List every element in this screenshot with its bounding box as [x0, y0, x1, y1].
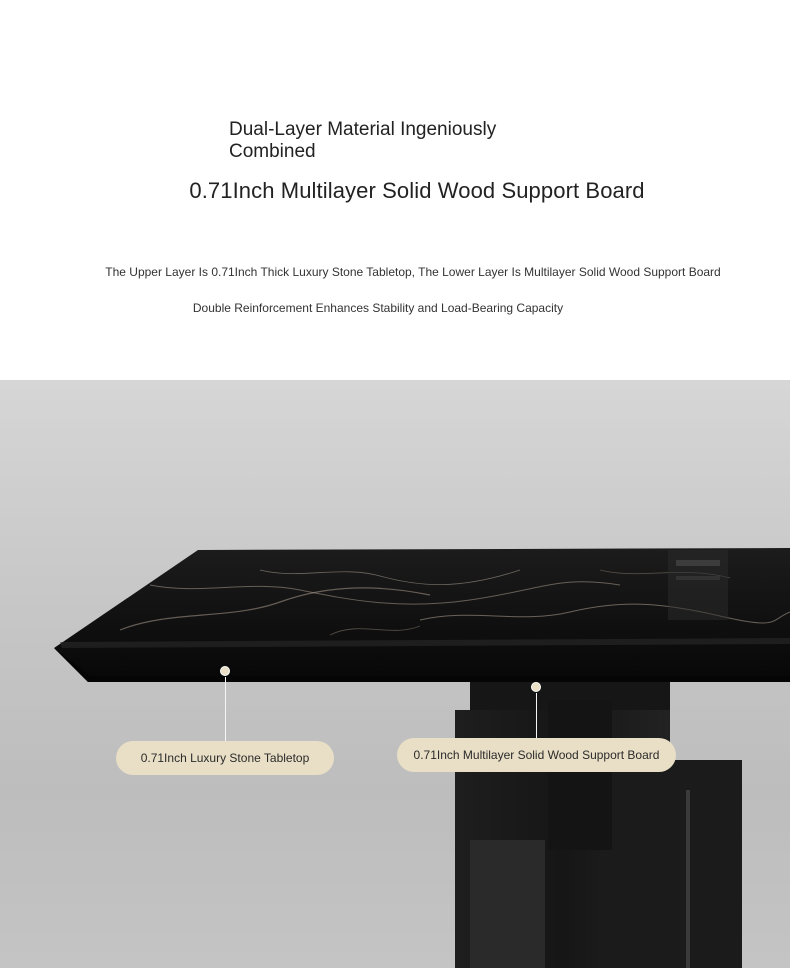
page-subtitle: 0.71Inch Multilayer Solid Wood Support Board — [189, 178, 645, 203]
page-title — [229, 119, 559, 163]
callout-wood-support-board: 0.71Inch Multilayer Solid Wood Support Board — [397, 738, 676, 772]
table-base — [455, 680, 742, 968]
header-section — [0, 0, 790, 380]
title-line-2: Combined — [229, 141, 316, 162]
callout-leader-line — [225, 677, 226, 741]
callout-marker-dot — [220, 666, 230, 676]
stone-tabletop — [54, 548, 790, 682]
description-line-2: Double Reinforcement Enhances Stability and Load-Bearing Capacity — [192, 301, 564, 315]
table-illustration — [0, 380, 790, 968]
product-photo — [0, 380, 790, 968]
callout-stone-tabletop: 0.71Inch Luxury Stone Tabletop — [116, 741, 334, 775]
description-line-1: The Upper Layer Is 0.71Inch Thick Luxury Stone Tabletop, The Lower Layer Is Multilayer Solid Wood Support Board — [105, 265, 721, 279]
callout-leader-line — [536, 693, 537, 738]
callout-marker-dot — [531, 682, 541, 692]
title-line-1: Dual-Layer Material Ingeniously — [229, 119, 497, 140]
